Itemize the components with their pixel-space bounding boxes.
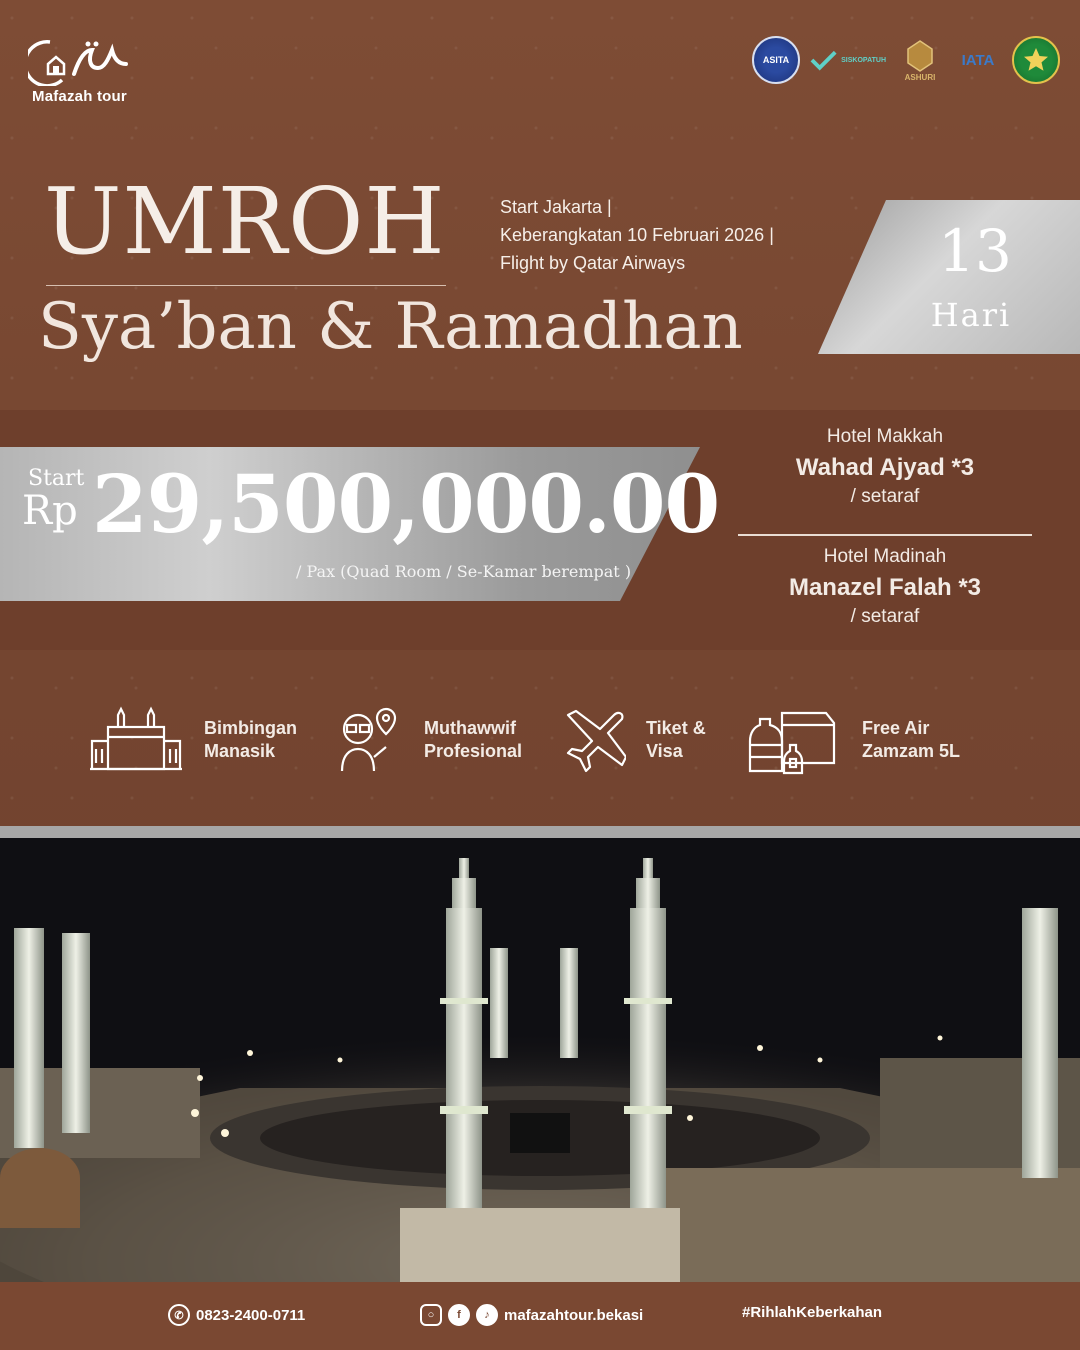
- feature-line: Tiket &: [646, 718, 706, 738]
- photo-top-rule: [0, 826, 1080, 838]
- page-subtitle: Sya’ban & Ramadhan: [38, 290, 743, 364]
- brand-logo[interactable]: [26, 34, 146, 109]
- masjid-al-haram-photo: [0, 838, 1080, 1282]
- hotel-equivalent: / setaraf: [850, 486, 920, 507]
- siskopatuh-logo-icon: [810, 36, 886, 84]
- feature-line: Zamzam 5L: [862, 741, 961, 761]
- feature-line: Bimbingan: [204, 718, 297, 738]
- plane-icon: [562, 705, 626, 775]
- feature-label: [424, 717, 522, 763]
- price-value: 29,500,000.00: [92, 457, 720, 551]
- footer: [0, 1282, 1080, 1350]
- hotel-madinah: [740, 546, 1030, 628]
- social-handle: mafazahtour.bekasi: [504, 1306, 644, 1324]
- accreditation-badges: [752, 36, 1060, 84]
- features-row: [88, 700, 1048, 780]
- duration-value: 13: [938, 217, 1012, 285]
- star-icon: [1021, 45, 1051, 75]
- kaaba-icon: [88, 705, 184, 775]
- feature-label: [204, 717, 297, 763]
- siskopatuh-label: SISKOPATUH: [841, 56, 886, 64]
- whatsapp-icon: ✆: [168, 1304, 190, 1326]
- feature-muthawwif: [334, 700, 522, 780]
- airline: Flight by Qatar Airways: [500, 253, 686, 273]
- feature-label: [646, 717, 706, 763]
- feature-label: [862, 717, 960, 763]
- tiktok-icon: ♪: [476, 1304, 498, 1326]
- iata-logo-icon: IATA: [961, 51, 995, 69]
- feature-manasik: [88, 700, 297, 780]
- price-note: / Pax (Quad Room / Se-Kamar berempat ): [296, 562, 632, 581]
- footer-hashtag: #RihlahKeberkahan: [742, 1304, 883, 1321]
- water-icon: [746, 705, 842, 775]
- price-currency: Rp: [22, 488, 78, 534]
- crest-icon: [905, 39, 935, 73]
- hotel-name: Manazel Falah *3: [788, 574, 982, 601]
- departure-city: Start Jakarta |: [500, 197, 612, 217]
- hotel-name: Wahad Ajyad *3: [795, 454, 975, 481]
- feature-line: Muthawwif: [424, 718, 516, 738]
- brand-name: Mafazah tour: [32, 88, 127, 105]
- check-icon: [810, 49, 837, 71]
- hotel-equivalent: / setaraf: [850, 606, 920, 627]
- trip-info: [500, 193, 774, 277]
- feature-ticket-visa: [562, 700, 706, 780]
- footer-social[interactable]: [420, 1304, 643, 1326]
- departure-date: Keberangkatan 10 Februari 2026 |: [500, 225, 774, 245]
- feature-zamzam: [746, 700, 960, 780]
- feature-line: Free Air: [862, 718, 930, 738]
- feature-line: Profesional: [424, 741, 523, 761]
- title-divider: [46, 285, 446, 286]
- hotel-makkah: [740, 426, 1030, 508]
- instagram-icon: ○: [420, 1304, 442, 1326]
- logo-mark-icon: [28, 34, 138, 86]
- footer-phone[interactable]: [168, 1304, 305, 1326]
- feature-line: Visa: [646, 741, 683, 761]
- facebook-icon: f: [448, 1304, 470, 1326]
- guide-icon: [334, 705, 404, 775]
- phone-number: 0823-2400-0711: [196, 1306, 306, 1324]
- hotel-label: Hotel Madinah: [823, 546, 947, 567]
- hotel-label: Hotel Makkah: [826, 426, 944, 447]
- asita-logo-icon: ASITA: [752, 36, 800, 84]
- duration-unit: Hari: [930, 296, 1012, 334]
- mosque-night-illustration: [0, 838, 1080, 1282]
- page-title: UMROH: [44, 168, 446, 275]
- ashuri-label: ASHURI: [904, 72, 936, 82]
- ashuri-logo-icon: [896, 36, 944, 84]
- price-start-label: Start: [28, 466, 85, 491]
- kemenag-logo-icon: [1012, 36, 1060, 84]
- hotel-divider: [738, 534, 1032, 536]
- feature-line: Manasik: [204, 741, 276, 761]
